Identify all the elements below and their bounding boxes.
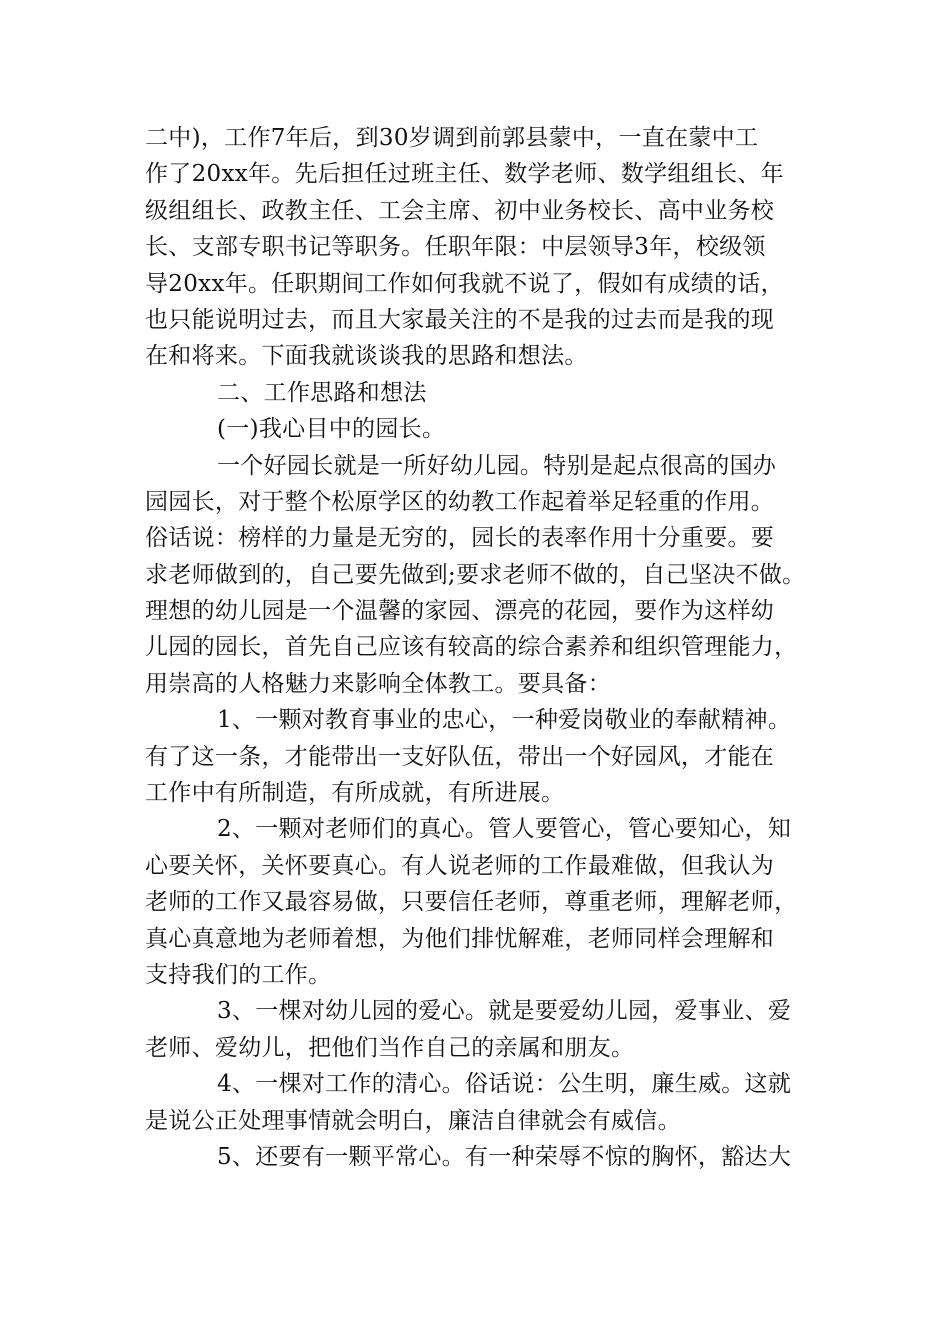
text-line: 支持我们的工作。 [145,961,332,988]
text-line: 导20xx年。任职期间工作如何我就不说了，假如有成绩的话， [145,270,784,297]
text-line: (一)我心目中的园长。 [217,416,446,443]
text-line: 园园长，对于整个松原学区的幼教工作起着举足轻重的作用。 [145,488,775,515]
text-line: 一个好园长就是一所好幼儿园。特别是起点很高的国办 [217,452,777,479]
text-line: 4、一棵对工作的清心。俗话说：公生明，廉生威。这就 [217,1071,792,1098]
text-line: 1、一颗对教育事业的忠心，一种爱岗敬业的奉献精神。 [217,707,792,734]
text-line: 级组组长、政教主任、工会主席、初中业务校长、高中业务校 [145,197,775,224]
text-line: 3、一棵对幼儿园的爱心。就是要爱幼儿园，爱事业、爱 [217,998,792,1025]
text-line: 作了20xx年。先后担任过班主任、数学老师、数学组组长、年 [145,161,784,188]
text-line: 是说公正处理事情就会明白，廉洁自律就会有威信。 [145,1107,681,1134]
text-line: 儿园的园长，首先自己应该有较高的综合素养和组织管理能力， [145,634,798,661]
document-body [145,120,815,1175]
text-line: 二、工作思路和想法 [217,379,427,406]
text-line: 也只能说明过去，而且大家最关注的不是我的过去而是我的现 [145,306,775,333]
text-line: 理想的幼儿园是一个温馨的家园、漂亮的花园，要作为这样幼 [145,598,775,625]
text-line: 真心真意地为老师着想，为他们排忧解难，老师同样会理解和 [145,925,775,952]
text-line: 俗话说：榜样的力量是无穷的，园长的表率作用十分重要。要 [145,525,775,552]
text-line: 求老师做到的，自己要先做到;要求老师不做的，自己坚决不做。 [145,561,806,588]
text-line: 老师的工作又最容易做，只要信任老师，尊重老师，理解老师， [145,889,798,916]
text-line: 长、支部专职书记等职务。任职年限：中层领导3年，校级领 [145,234,766,261]
text-line: 2、一颗对老师们的真心。管人要管心，管心要知心，知 [217,816,792,843]
text-line: 工作中有所制造，有所成就，有所进展。 [145,780,565,807]
text-line: 用崇高的人格魅力来影响全体教工。要具备： [145,670,611,697]
text-line: 心要关怀，关怀要真心。有人说老师的工作最难做，但我认为 [145,852,775,879]
text-line: 5、还要有一颗平常心。有一种荣辱不惊的胸怀，豁达大 [217,1143,792,1170]
text-line: 有了这一条，才能带出一支好队伍，带出一个好园风，才能在 [145,743,775,770]
text-line: 二中)，工作7年后，到30岁调到前郭县蒙中，一直在蒙中工 [145,125,759,151]
text-line: 在和将来。下面我就谈谈我的思路和想法。 [145,343,588,370]
text-line: 老师、爱幼儿，把他们当作自己的亲属和朋友。 [145,1034,635,1061]
